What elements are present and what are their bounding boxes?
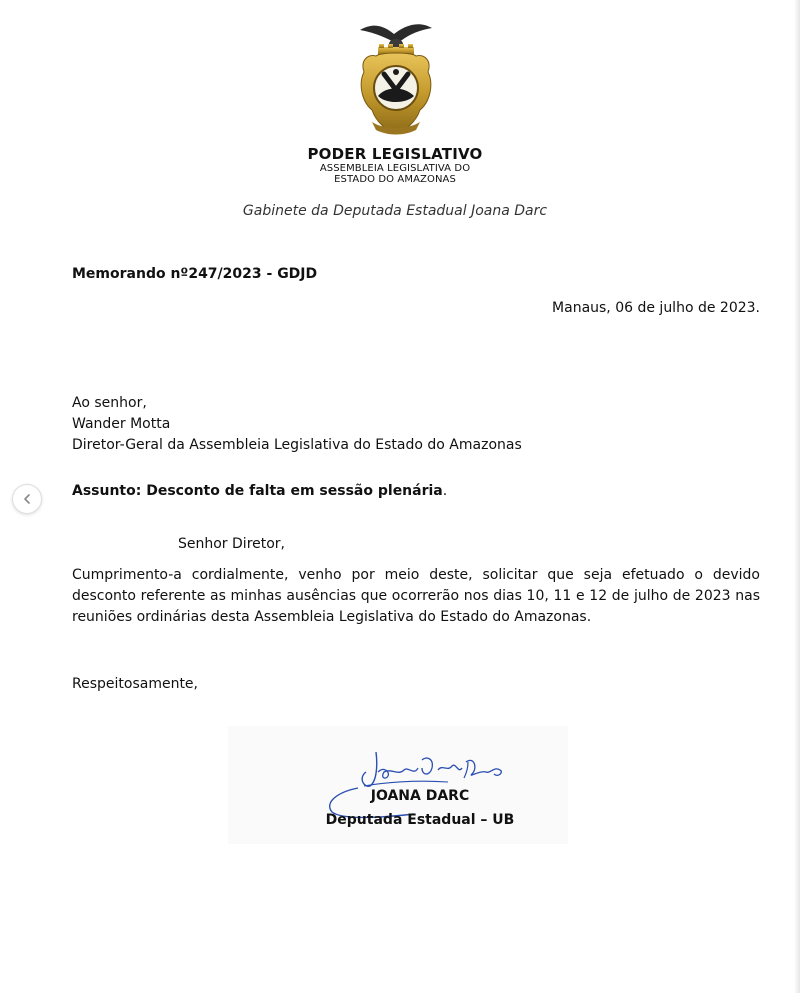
org-subtitle-line2: ESTADO DO AMAZONAS	[334, 174, 456, 185]
place-date: Manaus, 06 de julho de 2023.	[552, 300, 760, 316]
recipient-title: Diretor-Geral da Assembleia Legislativa do Estado do Amazonas	[72, 437, 522, 453]
page-edge	[794, 0, 800, 993]
closing: Respeitosamente,	[72, 676, 198, 692]
previous-button[interactable]	[12, 484, 42, 514]
org-subtitle-line1: ASSEMBLEIA LEGISLATIVA DO	[319, 163, 471, 174]
recipient-salutation: Ao senhor,	[72, 395, 147, 411]
coat-of-arms-icon	[350, 14, 442, 144]
chevron-left-icon	[21, 493, 33, 505]
signer-name: JOANA DARC	[370, 788, 470, 804]
cabinet-line: Gabinete da Deputada Estadual Joana Darc	[242, 203, 548, 219]
org-title: PODER LEGISLATIVO	[307, 145, 483, 163]
recipient-block	[72, 393, 522, 456]
body-paragraph: Cumprimento-a cordialmente, venho por meio deste, solicitar que seja efetuado o devido desconto referente as minhas ausências que ocorrerão nos dias 10, 11 e 12 de julho de 2023 nas reuniões ordinárias desta Assembleia Legislativa do Estado do Amazonas.	[72, 567, 760, 625]
subject-line	[72, 483, 447, 499]
subject-text: Assunto: Desconto de falta em sessão plenária	[72, 483, 443, 499]
letterhead	[245, 146, 545, 185]
handwritten-signature	[318, 742, 518, 822]
signer-role: Deputada Estadual – UB	[325, 812, 515, 828]
subject-end: .	[442, 483, 448, 499]
greeting: Senhor Diretor,	[178, 536, 286, 552]
memo-number: Memorando nº247/2023 - GDJD	[72, 266, 318, 282]
recipient-name: Wander Motta	[72, 416, 171, 432]
